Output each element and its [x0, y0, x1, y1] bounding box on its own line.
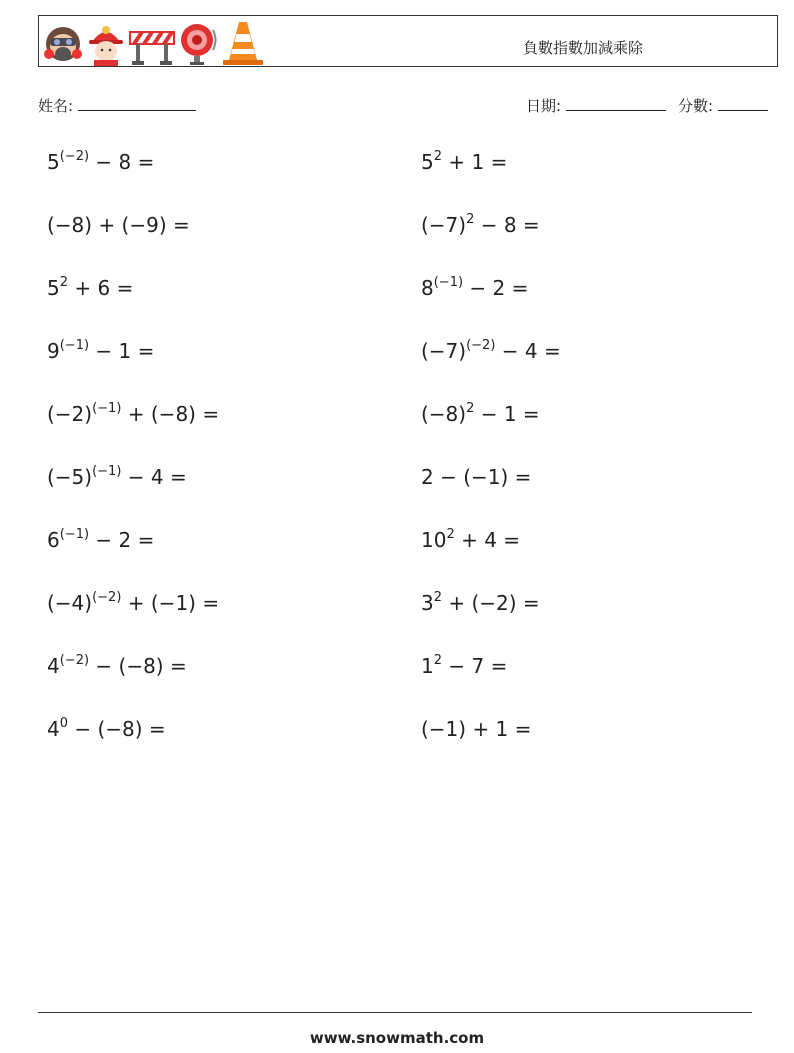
problem-exponent: 0 [59, 716, 69, 731]
problem-exponent: (−2) [466, 338, 496, 353]
problem-exponent: (−2) [59, 149, 90, 164]
gas-mask-icon [43, 22, 83, 66]
problem-item [421, 654, 507, 678]
problem-item [47, 150, 154, 174]
problem-rest: − 2 = [89, 528, 155, 552]
traffic-cone-icon [221, 20, 265, 66]
problem-base: (−8) [421, 402, 467, 426]
name-field[interactable] [38, 95, 196, 116]
problem-item [421, 465, 531, 489]
problem-item [421, 276, 528, 300]
problem-base: (−8) + (−9) = [47, 213, 190, 237]
problem-base: (−5) [47, 465, 93, 489]
problem-rest: − 4 = [495, 339, 561, 363]
road-barrier-icon [129, 26, 175, 66]
problem-rest: − (−8) = [89, 654, 187, 678]
fire-alarm-icon [178, 22, 218, 66]
problem-rest: − 1 = [89, 339, 155, 363]
problem-item [47, 339, 154, 363]
problem-exponent: 2 [433, 149, 443, 164]
problem-item [421, 339, 561, 363]
problem-exponent: (−1) [92, 464, 122, 479]
problem-item [421, 402, 540, 426]
problem-exponent: (−1) [92, 401, 122, 416]
problem-base: 5 [47, 150, 60, 174]
name-blank[interactable] [78, 96, 196, 111]
problem-rest: + (−2) = [442, 591, 540, 615]
problem-base: 10 [421, 528, 447, 552]
problem-base: 8 [421, 276, 434, 300]
score-blank[interactable] [718, 96, 768, 111]
problem-item [421, 591, 540, 615]
problem-rest: − 1 = [474, 402, 540, 426]
problem-rest: + (−8) = [121, 402, 220, 426]
problem-rest: − 8 = [89, 150, 155, 174]
problem-exponent: 2 [433, 653, 443, 668]
date-blank[interactable] [566, 96, 666, 111]
name-label: 姓名: [38, 97, 74, 115]
problem-rest: − 2 = [463, 276, 529, 300]
problem-item [47, 654, 187, 678]
problem-exponent: (−1) [59, 527, 90, 542]
problem-rest: − 8 = [474, 213, 540, 237]
problem-base: (−7) [421, 213, 467, 237]
worksheet-header [38, 15, 778, 67]
problem-item [47, 528, 154, 552]
firefighter-icon [86, 22, 126, 66]
problem-rest: − 7 = [442, 654, 508, 678]
problem-base: 4 [47, 717, 60, 741]
problem-base: (−7) [421, 339, 467, 363]
problem-item [47, 717, 166, 741]
problem-rest: + 6 = [68, 276, 134, 300]
problem-item [47, 402, 219, 426]
problem-rest: − (−8) = [68, 717, 166, 741]
problem-exponent: (−1) [433, 275, 464, 290]
problem-base: 5 [47, 276, 60, 300]
problem-exponent: 2 [433, 590, 443, 605]
problem-item [47, 591, 219, 615]
problem-exponent: 2 [446, 527, 455, 542]
problem-exponent: 2 [59, 275, 69, 290]
problem-item [47, 465, 187, 489]
problem-base: 3 [421, 591, 434, 615]
problem-base: (−1) + 1 = [421, 717, 532, 741]
problem-base: 5 [421, 150, 434, 174]
problem-item [47, 213, 190, 237]
problem-rest: + 4 = [454, 528, 521, 552]
problem-base: 2 − (−1) = [421, 465, 532, 489]
problem-base: (−4) [47, 591, 93, 615]
problem-item [421, 717, 531, 741]
problem-item [421, 213, 540, 237]
problem-item [47, 276, 133, 300]
problem-rest: − 4 = [121, 465, 187, 489]
problem-item [421, 150, 507, 174]
problem-exponent: (−2) [92, 590, 122, 605]
problem-base: (−2) [47, 402, 93, 426]
footer-divider [38, 1012, 752, 1013]
problem-exponent: 2 [466, 401, 475, 416]
worksheet-title: 負數指數加減乘除 [523, 39, 644, 57]
problem-base: 1 [421, 654, 434, 678]
problem-base: 6 [47, 528, 60, 552]
date-field[interactable] [526, 95, 666, 116]
date-label: 日期: [526, 97, 562, 115]
problem-exponent: 2 [466, 212, 475, 227]
problem-rest: + 1 = [442, 150, 508, 174]
problem-item [421, 528, 520, 552]
score-label: 分數: [678, 97, 714, 115]
problem-base: 9 [47, 339, 60, 363]
problem-exponent: (−2) [59, 653, 90, 668]
footer-url[interactable]: www.snowmath.com [309, 1029, 485, 1047]
problem-base: 4 [47, 654, 60, 678]
problem-exponent: (−1) [59, 338, 90, 353]
problem-rest: + (−1) = [121, 591, 220, 615]
header-icons [43, 18, 265, 66]
score-field[interactable] [678, 95, 768, 116]
